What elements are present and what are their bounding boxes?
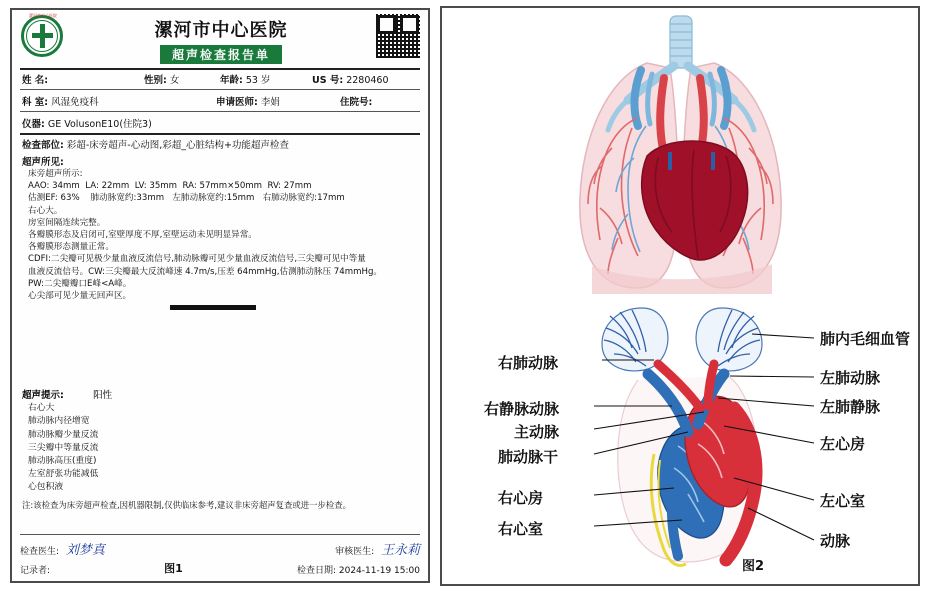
label-left-pulmonary-vein: 左肺静脉 bbox=[820, 398, 881, 416]
report-title: 超声检查报告单 bbox=[160, 45, 282, 64]
footer-row-1 bbox=[20, 538, 420, 559]
conclusion-item: 左室舒张功能减低 bbox=[28, 469, 99, 480]
recorder-label: 记录者: bbox=[20, 566, 51, 576]
anatomy-diagram-panel bbox=[440, 6, 920, 586]
patient-sex-value: 女 bbox=[169, 75, 180, 86]
measurement-line: 房室间隔连续完整。 bbox=[28, 217, 106, 228]
label-right-atrium: 右心房 bbox=[498, 489, 544, 507]
exam-site-label: 检查部位: bbox=[22, 140, 64, 151]
department-field bbox=[22, 94, 212, 108]
patient-name-field bbox=[22, 72, 140, 86]
measurement-line: 各瓣膜形态及启闭可,室壁厚度不厚,室壁运动未见明显异常。 bbox=[28, 230, 257, 241]
blank-space bbox=[20, 313, 420, 385]
request-doctor-value: 李娟 bbox=[260, 97, 280, 108]
exam-site-value: 彩超-床旁超声-心动图,彩超_心脏结构+功能超声检查 bbox=[66, 140, 289, 151]
patient-age-value: 53 岁 bbox=[245, 75, 271, 86]
patient-us-value: 2280460 bbox=[346, 75, 389, 86]
findings-title: 超声所见: bbox=[22, 157, 64, 168]
inpatient-no-field bbox=[340, 94, 372, 108]
hospital-name: 漯河市中心医院 bbox=[154, 20, 288, 41]
measurement-line: 心尖部可见少量无回声区。 bbox=[28, 291, 132, 302]
label-left-atrium: 左心房 bbox=[820, 435, 866, 453]
conclusion-status: 阳性 bbox=[93, 390, 113, 402]
inpatient-no-label: 住院号: bbox=[340, 97, 373, 108]
exam-date-label: 检查日期: bbox=[296, 566, 336, 576]
left-capillary-bed bbox=[696, 308, 762, 371]
exam-date-field bbox=[297, 563, 420, 576]
device-label: 仪器: bbox=[22, 119, 45, 130]
redaction-bar bbox=[170, 305, 256, 310]
device-field bbox=[22, 116, 152, 130]
patient-age-label: 年龄: bbox=[220, 75, 243, 86]
marker-left bbox=[668, 152, 672, 170]
request-doctor-field bbox=[216, 94, 336, 108]
hospital-title-block bbox=[66, 14, 376, 64]
patient-us-label: US 号: bbox=[312, 75, 344, 86]
patient-row-2 bbox=[20, 92, 420, 109]
report-inner bbox=[12, 10, 428, 581]
patient-sex-label: 性别: bbox=[144, 75, 167, 86]
marker-right bbox=[711, 152, 715, 170]
label-right-vein-artery: 右静脉动脉 bbox=[484, 400, 560, 418]
patient-name-label: 姓 名: bbox=[22, 75, 49, 86]
conclusion-item: 肺动脉瓣少量反流 bbox=[28, 429, 99, 440]
exam-doctor-signature: 刘梦真 bbox=[65, 543, 105, 558]
label-pulmonary-trunk: 肺动脉干 bbox=[498, 448, 559, 466]
exam-doctor-field bbox=[20, 539, 105, 558]
department-value: 风湿免疫科 bbox=[51, 97, 99, 108]
aorta-top bbox=[660, 78, 664, 154]
exam-site-field bbox=[22, 137, 289, 151]
exam-date-value: 2024-11-19 15:00 bbox=[338, 566, 420, 576]
device-row bbox=[20, 114, 420, 131]
conclusion-item: 肺动脉高压(重度) bbox=[28, 455, 97, 466]
conclusion-item: 肺动脉内径增宽 bbox=[28, 416, 90, 427]
conclusion-item: 三尖瓣中等量反流 bbox=[28, 442, 99, 453]
conclusion-title: 超声提示: bbox=[22, 390, 64, 402]
conclusion-header bbox=[20, 385, 420, 402]
logo-text: 漯河市中心医院 bbox=[29, 13, 57, 18]
measurement-line: 血液反流信号。CW:三尖瓣最大反流峰速 4.7m/s,压差 64mmHg,估测肺动脉压 74mmHg。 bbox=[28, 266, 382, 277]
thorax-illustration bbox=[580, 16, 781, 294]
patient-sex-field bbox=[144, 72, 216, 86]
review-doctor-label: 审核医生: bbox=[335, 547, 375, 557]
heart-circulation-illustration bbox=[602, 308, 765, 565]
ultrasound-report-panel bbox=[10, 8, 430, 583]
measurement-line: 估测EF: 63% 肺动脉宽约:33mm 左肺动脉宽约:15mm 右肺动脉宽约:17mm bbox=[28, 193, 345, 204]
report-header bbox=[20, 14, 420, 66]
patient-age-field bbox=[220, 72, 308, 86]
report-note: 注:该检查为床旁超声检查,因机器限制,仅供临床参考,建议非床旁超声复查或进一步检查。 bbox=[22, 499, 352, 510]
label-left-pulmonary-artery: 左肺动脉 bbox=[820, 369, 881, 387]
exam-doctor-label: 检查医生: bbox=[20, 547, 60, 557]
review-doctor-signature: 王永莉 bbox=[380, 543, 420, 558]
qr-code-icon bbox=[376, 14, 420, 58]
device-value: GE VolusonE10(住院3) bbox=[47, 119, 152, 130]
patient-row-1 bbox=[20, 70, 420, 87]
review-doctor-field bbox=[335, 539, 420, 558]
footer-divider bbox=[20, 534, 420, 535]
label-artery: 动脉 bbox=[820, 532, 851, 550]
hospital-logo-icon bbox=[20, 14, 66, 60]
footer-row-2 bbox=[20, 559, 420, 577]
figure1-label: 图1 bbox=[164, 562, 183, 575]
measurement-line: 各瓣膜形态测量正常。 bbox=[28, 242, 114, 253]
report-footer bbox=[12, 532, 428, 581]
department-label: 科 室: bbox=[22, 97, 49, 108]
label-left-ventricle: 左心室 bbox=[820, 492, 866, 510]
label-right-pulmonary-artery: 右肺动脉 bbox=[498, 354, 559, 372]
patient-divider-2 bbox=[20, 111, 420, 112]
label-pulmonary-capillaries: 肺内毛细血管 bbox=[820, 330, 911, 348]
patient-us-field bbox=[312, 72, 389, 86]
findings-subtitle: 床旁超声所示: bbox=[28, 169, 83, 179]
conclusion-item: 心包积液 bbox=[28, 482, 64, 493]
figure2-label: 图2 bbox=[742, 559, 765, 574]
label-aorta: 主动脉 bbox=[514, 423, 560, 441]
label-right-ventricle: 右心室 bbox=[498, 520, 544, 538]
measurement-line: CDFI:二尖瓣可见极少量血液反流信号,肺动脉瓣可见少量血液反流信号,三尖瓣可见中等量 bbox=[28, 254, 366, 265]
measurement-line: PW:二尖瓣瓣口E峰<A峰。 bbox=[28, 278, 132, 289]
conclusion-list bbox=[20, 402, 420, 494]
measurement-line: 右心大。 bbox=[28, 205, 63, 216]
exam-site-row bbox=[20, 135, 420, 152]
patient-divider-1 bbox=[20, 89, 420, 90]
measurement-line: AAO: 34mm LA: 22mm LV: 35mm RA: 57mm×50mm RV: 27mm bbox=[28, 181, 312, 192]
request-doctor-label: 申请医师: bbox=[216, 97, 258, 108]
conclusion-item: 右心大 bbox=[28, 403, 55, 414]
anatomy-svg bbox=[442, 8, 918, 584]
